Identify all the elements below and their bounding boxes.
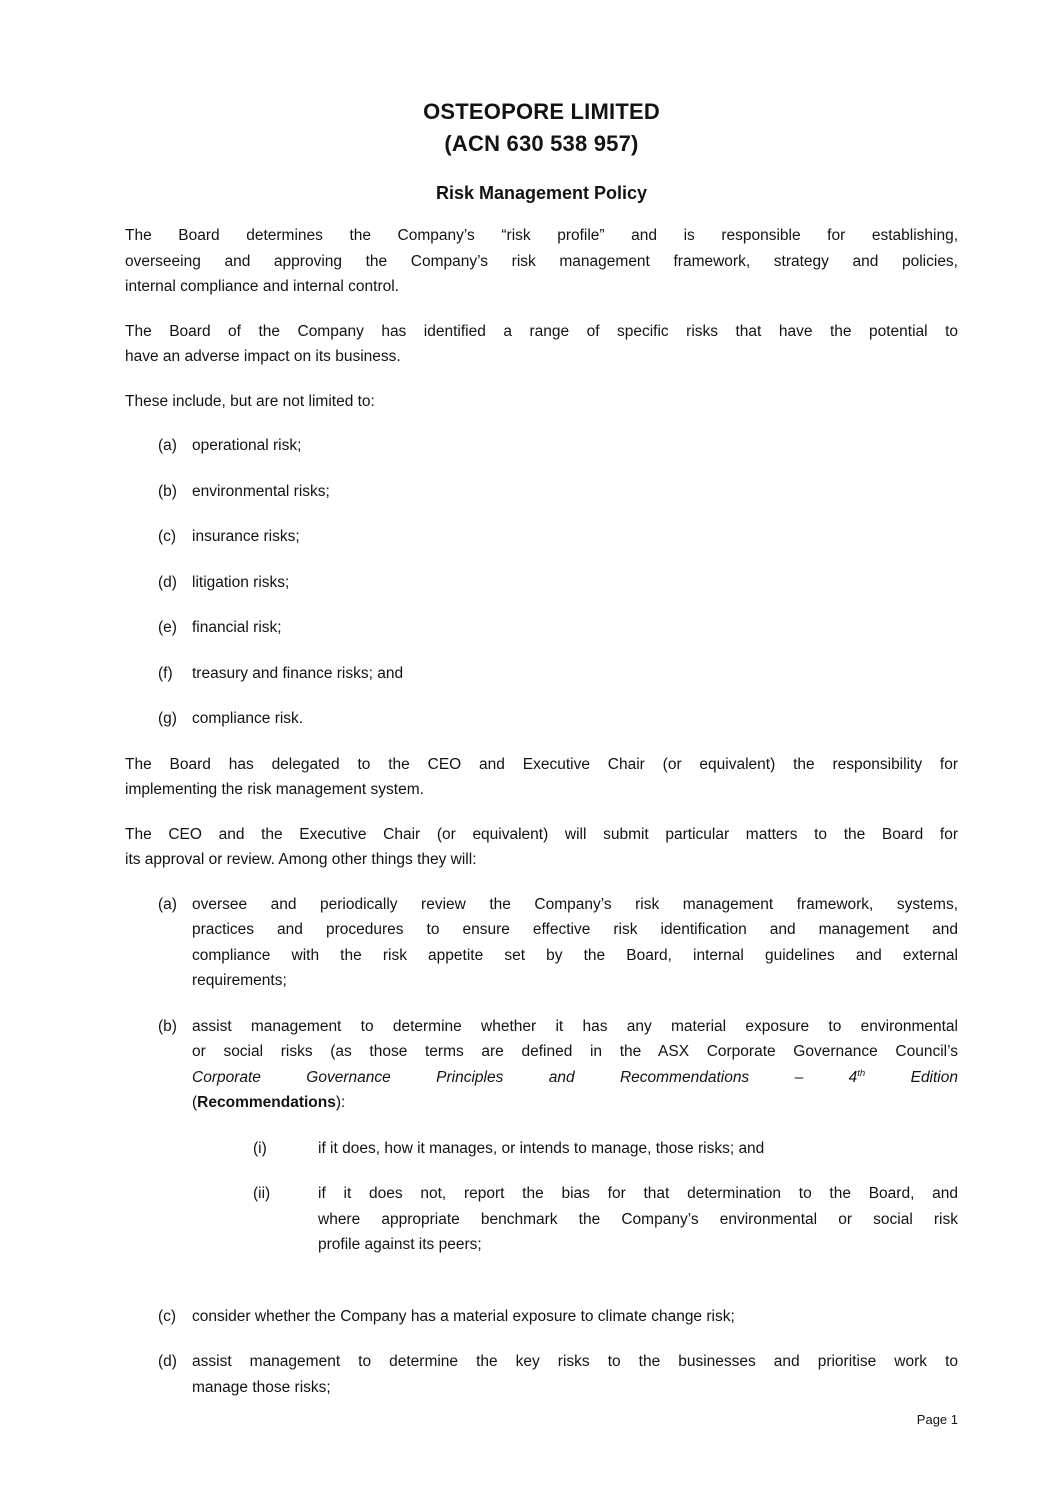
text-line: operational risk; [192, 437, 302, 454]
text-line: where appropriate benchmark the Company’s environmental or social risk [318, 1210, 958, 1228]
list-item-text [192, 892, 958, 994]
company-acn: (ACN 630 538 957) [444, 131, 639, 156]
text-line: if it does, how it manages, or intends to manage, those risks; and [318, 1139, 765, 1157]
list-label: (a) [158, 895, 177, 913]
text-line: litigation risks; [192, 573, 290, 591]
text-line: (Recommendations): [192, 1094, 346, 1111]
list-item-text [318, 1181, 958, 1258]
list-item-text [192, 570, 958, 596]
text-line: consider whether the Company has a material exposure to climate change risk; [192, 1307, 735, 1325]
list-item-litigation-risks [125, 570, 958, 596]
text-line: practices and procedures to ensure effective risk identification and management and [192, 921, 958, 938]
text-line: financial risk; [192, 619, 282, 636]
list-item-oversee-review [125, 892, 958, 994]
list-label: (g) [158, 710, 177, 727]
text-line: environmental risks; [192, 482, 330, 500]
company-name: OSTEOPORE LIMITED [423, 99, 660, 124]
list-item-compliance-risk [125, 706, 958, 732]
list-item-climate-change [125, 1304, 958, 1330]
text-line: manage those risks; [192, 1378, 331, 1396]
list-label: (i) [253, 1139, 267, 1157]
list-item-text [192, 479, 958, 505]
list-label: (b) [158, 482, 177, 500]
list-item-text [192, 615, 958, 641]
document-title [125, 96, 958, 160]
list-label: (c) [158, 528, 177, 545]
list-item-environmental-risks [125, 479, 958, 505]
list-item-text [318, 1136, 958, 1162]
list-label: (c) [158, 1307, 177, 1325]
list-label: (d) [158, 1353, 177, 1370]
paragraph-ceo-submit [125, 822, 958, 873]
text-line: if it does not, report the bias for that determination to the Board, and [318, 1185, 958, 1202]
page-number: Page 1 [916, 1412, 958, 1427]
text-line: profile against its peers; [318, 1236, 482, 1253]
sublist-item-if-it-does [125, 1136, 958, 1162]
list-label: (f) [158, 664, 173, 682]
text-line: compliance risk. [192, 710, 304, 727]
text-line: insurance risks; [192, 528, 300, 545]
policy-heading: Risk Management Policy [435, 183, 648, 203]
list-item-insurance-risks [125, 524, 958, 550]
text-line: internal compliance and internal control. [125, 278, 399, 295]
list-item-text [192, 706, 958, 732]
sublist-item-if-it-does-not [125, 1181, 958, 1258]
text-line: compliance with the risk appetite set by the Board, internal guidelines and external [192, 946, 958, 964]
text-line: oversee and periodically review the Company’s risk management framework, systems, [192, 895, 958, 913]
text-line: implementing the risk management system. [125, 781, 424, 798]
text-line: overseeing and approving the Company’s risk management framework, strategy and policies, [125, 252, 958, 270]
list-item-operational-risk [125, 433, 958, 459]
paragraph-board-identified [125, 319, 958, 370]
list-label: (b) [158, 1017, 177, 1035]
list-item-assist-environmental [125, 1014, 958, 1116]
text-line: its approval or review. Among other things they will: [125, 851, 477, 868]
text-line: These include, but are not limited to: [125, 392, 375, 410]
paragraph-these-include [125, 389, 958, 415]
text-line: Corporate Governance Principles and Recommendations – 4th Edition [192, 1067, 958, 1086]
text-line: The CEO and the Executive Chair (or equivalent) will submit particular matters to the Board for [125, 825, 958, 843]
paragraph-board-determines [125, 223, 958, 300]
list-item-financial-risk [125, 615, 958, 641]
blank-line [125, 1278, 958, 1304]
paragraph-board-delegated [125, 752, 958, 803]
list-item-text [192, 524, 958, 550]
list-item-text [192, 1304, 958, 1330]
text-line: The Board has delegated to the CEO and Executive Chair (or equivalent) the responsibility for [125, 755, 958, 773]
list-label: (a) [158, 437, 177, 454]
list-label: (ii) [253, 1185, 271, 1202]
list-item-text [192, 1014, 958, 1116]
list-item-key-risks [125, 1349, 958, 1400]
text-line: The Board determines the Company’s “risk profile” and is responsible for establishing, [125, 227, 958, 244]
text-line: have an adverse impact on its business. [125, 348, 401, 365]
list-item-text [192, 433, 958, 459]
list-item-text [192, 1349, 958, 1400]
text-line: The Board of the Company has identified a range of specific risks that have the potential to [125, 322, 958, 340]
list-label: (d) [158, 573, 177, 591]
list-item-text [192, 661, 958, 687]
list-label: (e) [158, 619, 177, 636]
text-line: or social risks (as those terms are defined in the ASX Corporate Governance Council’s [192, 1043, 958, 1060]
list-item-treasury-finance-risks [125, 661, 958, 687]
text-line: requirements; [192, 972, 287, 989]
text-line: assist management to determine whether it has any material exposure to environmental [192, 1017, 958, 1035]
text-line: treasury and finance risks; and [192, 664, 404, 682]
text-line: assist management to determine the key risks to the businesses and prioritise work to [192, 1353, 958, 1370]
